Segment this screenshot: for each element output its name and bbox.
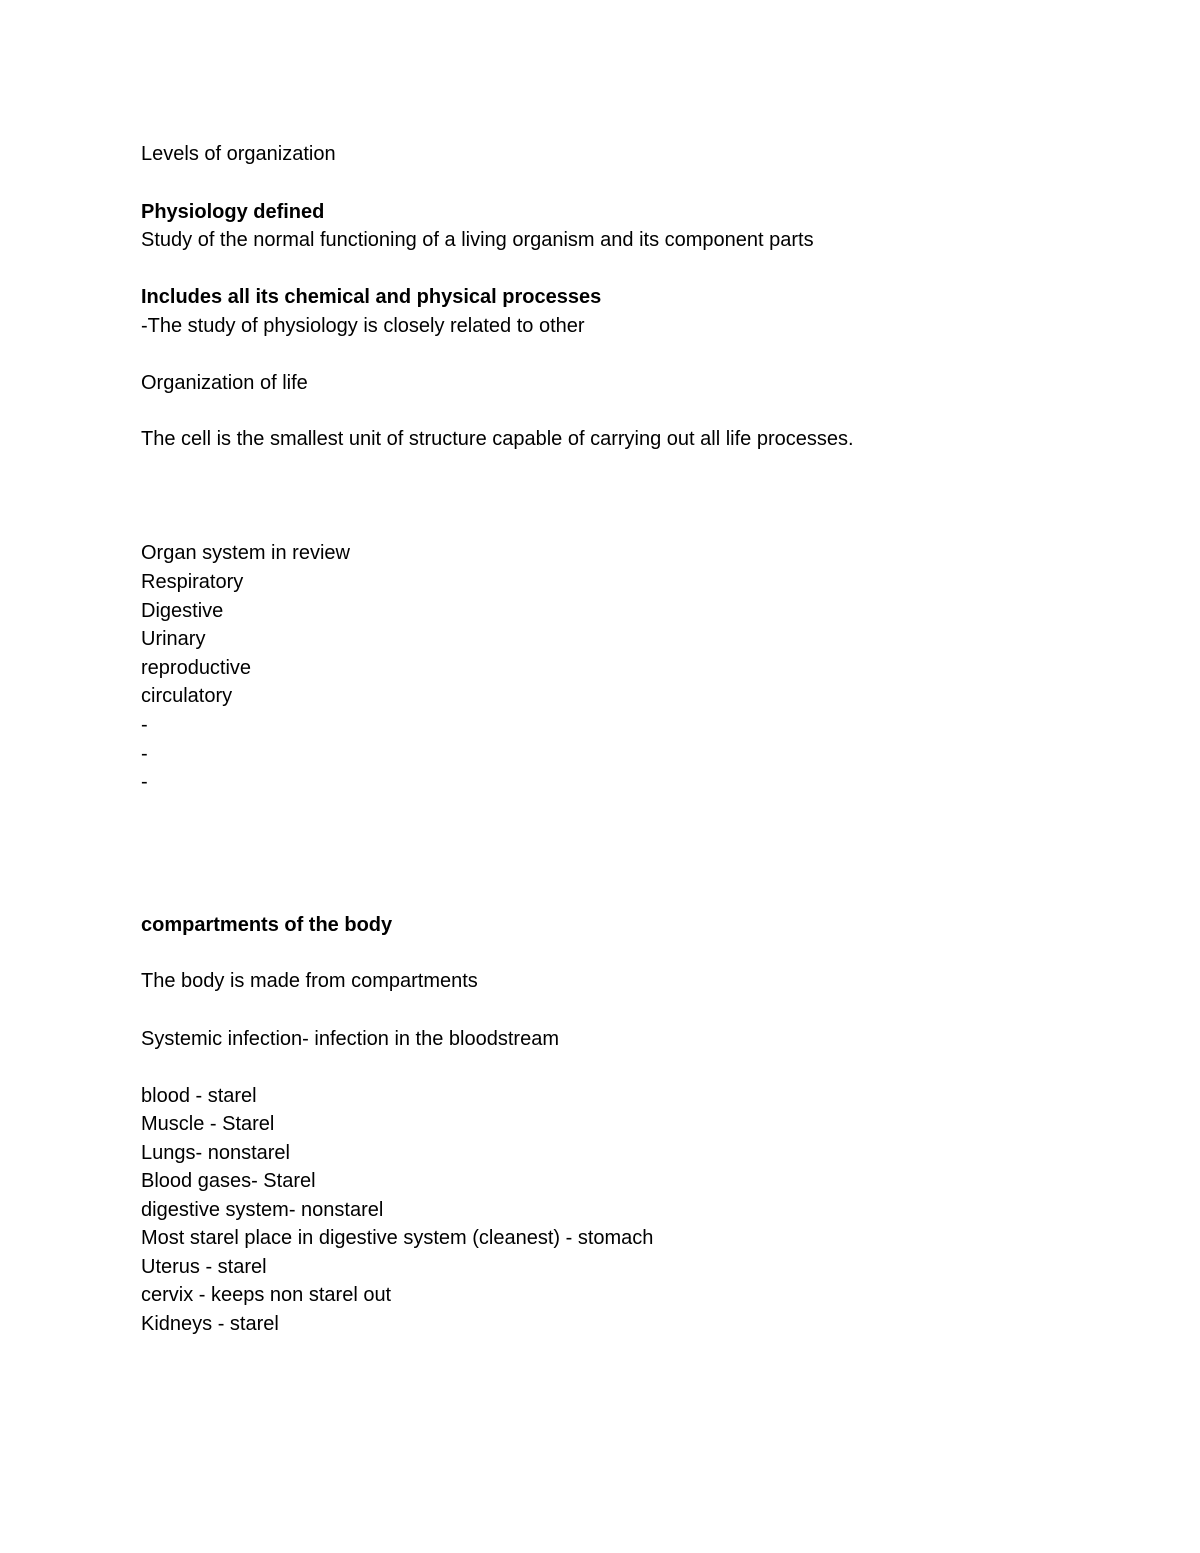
physiology-heading: Physiology defined <box>141 201 325 223</box>
organ-system-item: Urinary <box>141 628 206 650</box>
organ-system-item: - <box>141 771 148 793</box>
sterility-item: Blood gases- Starel <box>141 1170 316 1192</box>
sterility-item: cervix - keeps non starel out <box>141 1284 392 1306</box>
organ-system-heading: Organ system in review <box>141 542 350 564</box>
organ-system-item: Digestive <box>141 600 224 622</box>
sterility-item: Muscle - Starel <box>141 1113 275 1135</box>
processes-heading: Includes all its chemical and physical processes <box>141 286 602 308</box>
sterility-item: Most starel place in digestive system (cleanest) - stomach <box>141 1227 654 1249</box>
sterility-item: digestive system- nonstarel <box>141 1199 384 1221</box>
sterility-item: blood - starel <box>141 1085 257 1107</box>
document-title: Levels of organization <box>141 143 336 165</box>
organ-system-item: circulatory <box>141 685 233 707</box>
systemic-infection: Systemic infection- infection in the bloodstream <box>141 1028 559 1050</box>
organ-system-item: Respiratory <box>141 571 244 593</box>
organization-of-life: Organization of life <box>141 372 308 394</box>
physiology-definition: Study of the normal functioning of a living organism and its component parts <box>141 229 814 251</box>
organ-system-item: reproductive <box>141 657 252 679</box>
compartments-intro: The body is made from compartments <box>141 970 478 992</box>
organ-system-item: - <box>141 714 148 736</box>
organ-system-item: - <box>141 743 148 765</box>
sterility-item: Kidneys - starel <box>141 1313 279 1335</box>
processes-note: -The study of physiology is closely related to other <box>141 315 585 337</box>
compartments-heading: compartments of the body <box>141 914 393 936</box>
cell-statement: The cell is the smallest unit of structure capable of carrying out all life processes. <box>141 428 854 450</box>
sterility-item: Lungs- nonstarel <box>141 1142 290 1164</box>
sterility-item: Uterus - starel <box>141 1256 267 1278</box>
